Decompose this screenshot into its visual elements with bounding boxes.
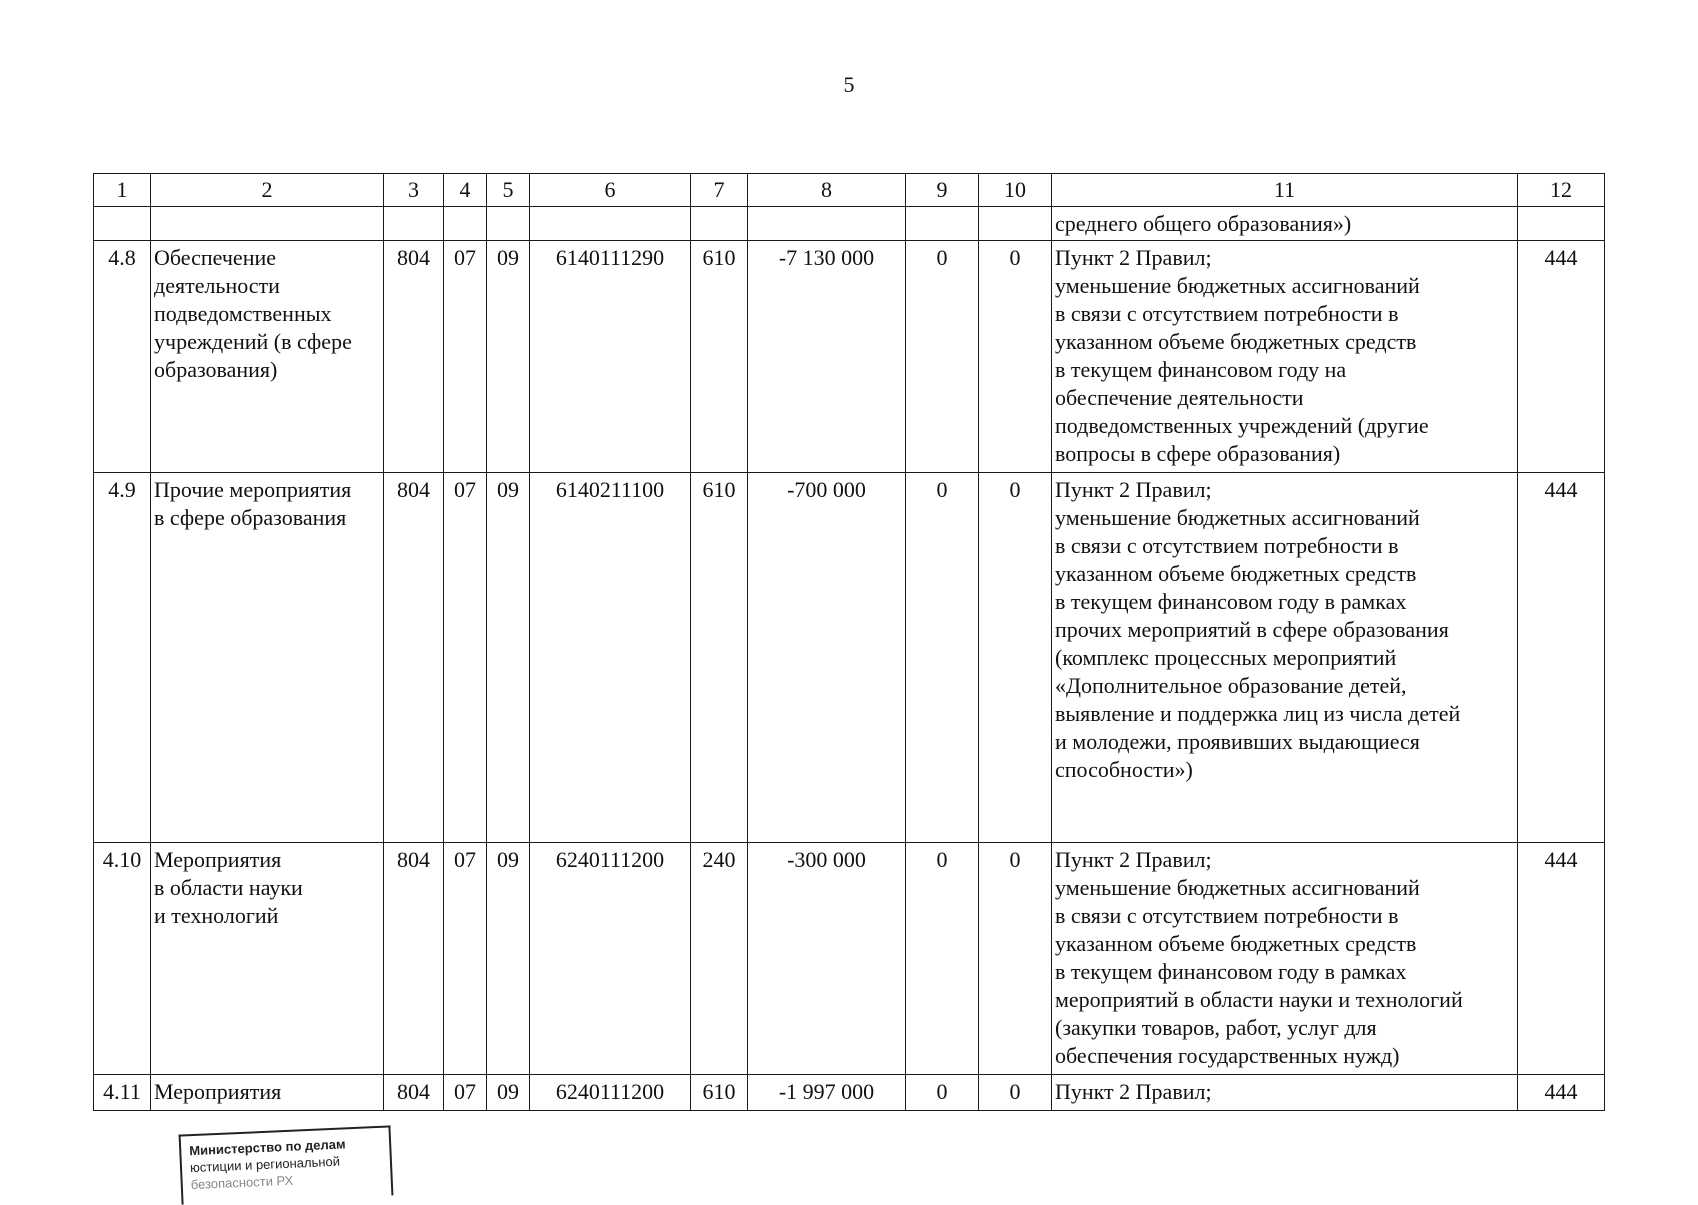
code-cell: 07 — [444, 473, 487, 843]
expense-name: Мероприятия в области науки и технологий — [151, 843, 384, 1075]
code-cell: 804 — [384, 1075, 444, 1111]
amount-cell: 0 — [979, 241, 1052, 473]
amount-cell: 0 — [906, 1075, 979, 1111]
code-cell: 07 — [444, 1075, 487, 1111]
code-cell: 444 — [1518, 473, 1605, 843]
row-number: 4.8 — [94, 241, 151, 473]
header-cell: 4 — [444, 174, 487, 207]
header-cell: 5 — [487, 174, 530, 207]
header-cell: 12 — [1518, 174, 1605, 207]
expense-name: Мероприятия — [151, 1075, 384, 1111]
table-row — [94, 473, 1605, 843]
header-cell: 11 — [1052, 174, 1518, 207]
code-cell: 444 — [1518, 241, 1605, 473]
row-number: 4.9 — [94, 473, 151, 843]
code-cell: 6140111290 — [530, 241, 691, 473]
header-cell: 1 — [94, 174, 151, 207]
reason-cell: Пункт 2 Правил; уменьшение бюджетных ассигнований в связи с отсутствием потребности в указанном объеме бюджетных средств в текущем финансовом году в рамках мероприятий в области науки и технологий (закупки товаров, работ, услуг для обеспечения государственных нужд) — [1052, 843, 1518, 1075]
reason-cell: среднего общего образования») — [1052, 207, 1518, 241]
header-cell: 9 — [906, 174, 979, 207]
amount-cell: -300 000 — [748, 843, 906, 1075]
stamp-line: Министерство по делам — [188, 1136, 346, 1159]
amount-cell: 0 — [979, 473, 1052, 843]
code-cell: 610 — [691, 1075, 748, 1111]
reason-cell: Пункт 2 Правил; уменьшение бюджетных ассигнований в связи с отсутствием потребности в указанном объеме бюджетных средств в текущем финансовом году в рамках прочих мероприятий в сфере образования (комплекс процессных мероприятий «Дополнительное образование детей, выявление и поддержка лиц из числа детей и молодежи, проявивших выдающиеся способности») — [1052, 473, 1518, 843]
amount-cell: 0 — [979, 843, 1052, 1075]
header-cell: 6 — [530, 174, 691, 207]
header-cell: 2 — [151, 174, 384, 207]
amount-cell: -1 997 000 — [748, 1075, 906, 1111]
code-cell: 610 — [691, 241, 748, 473]
code-cell: 240 — [691, 843, 748, 1075]
stamp-line: безопасности РХ — [190, 1172, 294, 1193]
code-cell: 07 — [444, 241, 487, 473]
reason-cell: Пункт 2 Правил; — [1052, 1075, 1518, 1111]
code-cell: 09 — [487, 473, 530, 843]
code-cell: 09 — [487, 1075, 530, 1111]
amount-cell: -700 000 — [748, 473, 906, 843]
header-cell: 8 — [748, 174, 906, 207]
amount-cell: -7 130 000 — [748, 241, 906, 473]
ministry-stamp — [179, 1125, 394, 1204]
stamp-line: юстиции и региональной — [189, 1153, 341, 1176]
code-cell: 610 — [691, 473, 748, 843]
header-cell: 3 — [384, 174, 444, 207]
code-cell: 09 — [487, 843, 530, 1075]
page-number: 5 — [843, 72, 855, 97]
reason-cell: Пункт 2 Правил; уменьшение бюджетных ассигнований в связи с отсутствием потребности в указанном объеме бюджетных средств в текущем финансовом году на обеспечение деятельности подведомственных учреждений (другие вопросы в сфере образования) — [1052, 241, 1518, 473]
amount-cell: 0 — [906, 241, 979, 473]
expense-name: Прочие мероприятия в сфере образования — [151, 473, 384, 843]
header-cell: 7 — [691, 174, 748, 207]
code-cell: 09 — [487, 241, 530, 473]
table-row-continuation — [94, 207, 1605, 241]
header-cell: 10 — [979, 174, 1052, 207]
column-number-header-row — [94, 174, 1605, 207]
code-cell: 6240111200 — [530, 1075, 691, 1111]
table-row — [94, 1075, 1605, 1111]
row-number: 4.10 — [94, 843, 151, 1075]
code-cell: 804 — [384, 843, 444, 1075]
amount-cell: 0 — [979, 1075, 1052, 1111]
code-cell: 07 — [444, 843, 487, 1075]
code-cell: 444 — [1518, 843, 1605, 1075]
code-cell: 804 — [384, 473, 444, 843]
code-cell: 444 — [1518, 1075, 1605, 1111]
table-row — [94, 843, 1605, 1075]
code-cell: 6240111200 — [530, 843, 691, 1075]
code-cell: 804 — [384, 241, 444, 473]
expense-name: Обеспечение деятельности подведомственных учреждений (в сфере образования) — [151, 241, 384, 473]
budget-changes-table — [93, 173, 1605, 1111]
amount-cell: 0 — [906, 843, 979, 1075]
row-number: 4.11 — [94, 1075, 151, 1111]
code-cell: 6140211100 — [530, 473, 691, 843]
table-row — [94, 241, 1605, 473]
amount-cell: 0 — [906, 473, 979, 843]
